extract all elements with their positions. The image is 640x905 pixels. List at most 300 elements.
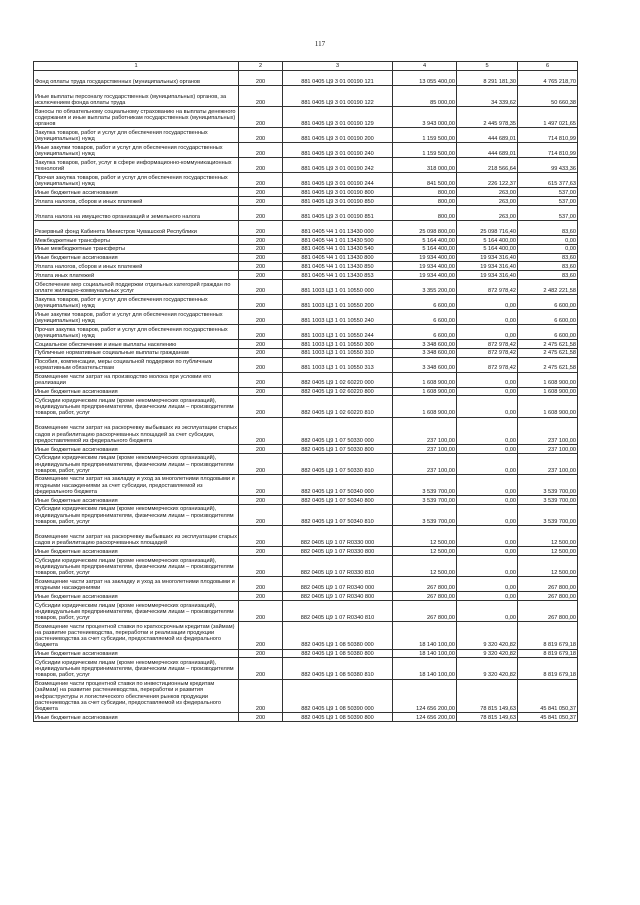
row-kbk-cell: 881 0405 Ч4 1 01 13430 000 [283,220,393,235]
budget-table [33,61,578,722]
row-code-cell: 200 [239,324,283,339]
row-rest-cell: 6 600,00 [518,324,578,339]
row-name-cell: Иные бюджетные ассигнования [34,387,239,396]
row-plan-cell: 5 164 400,00 [393,244,457,253]
row-kbk-cell: 882 0405 Ц9 1 07 50330 800 [283,444,393,453]
table-row [34,601,578,622]
row-code-cell: 200 [239,372,283,387]
row-code-cell: 200 [239,444,283,453]
row-exec-cell: 5 164 400,00 [457,244,518,253]
row-exec-cell: 444 689,01 [457,143,518,158]
row-code-cell: 200 [239,577,283,592]
row-exec-cell: 872 978,42 [457,357,518,372]
row-rest-cell: 3 539 700,00 [518,504,578,525]
row-name-cell: Иные закупки товаров, работ и услуг для обеспечения государственных (муниципальных) нужд [34,309,239,324]
row-exec-cell: 0,00 [457,496,518,505]
row-name-cell: Субсидии юридическим лицам (кроме некоммерческих организаций), индивидуальным предпринимателям, физическим лицам – производителям товаров, работ, услуг [34,658,239,679]
row-exec-cell: 0,00 [457,601,518,622]
row-plan-cell: 3 348 600,00 [393,348,457,357]
row-name-cell: Возмещение части процентной ставки по инвестиционным кредитам (займам) на развитие растениеводства, переработки и развития инфраструктуры и логистического обеспечения рынков продукции растениеводства за счет субсидии, предоставляемой из федерального бюджета [34,679,239,713]
row-rest-cell: 267 800,00 [518,601,578,622]
header-cell: 1 [34,62,239,71]
row-kbk-cell: 882 0405 Ц9 1 08 50380 800 [283,649,393,658]
row-exec-cell: 0,00 [457,309,518,324]
row-kbk-cell: 882 0405 Ц9 1 07 50340 000 [283,474,393,495]
row-rest-cell: 83,60 [518,262,578,271]
table-row [34,444,578,453]
row-rest-cell: 714 810,99 [518,128,578,143]
row-code-cell: 200 [239,504,283,525]
row-code-cell: 200 [239,592,283,601]
row-name-cell: Взносы по обязательному социальному страхованию на выплаты денежного содержания и иные выплаты работникам государственных (муниципальных) органов [34,107,239,128]
row-kbk-cell: 882 0405 Ц9 1 07 R0330 800 [283,547,393,556]
row-rest-cell: 267 800,00 [518,592,578,601]
row-rest-cell: 45 841 050,37 [518,713,578,722]
row-kbk-cell: 881 0405 Ч4 1 01 13430 500 [283,235,393,244]
row-plan-cell: 18 140 100,00 [393,622,457,649]
row-code-cell: 200 [239,244,283,253]
row-kbk-cell: 881 0405 Ч4 1 01 13430 853 [283,271,393,280]
row-name-cell: Возмещение части затрат на закладку и уход за многолетними плодовыми и ягодными насаждениями за счет субсидии, предоставляемой из федерального бюджета [34,474,239,495]
row-code-cell: 200 [239,86,283,107]
table-row [34,205,578,220]
row-plan-cell: 1 608 900,00 [393,372,457,387]
table-row [34,271,578,280]
row-kbk-cell: 881 0405 Ц9 3 01 00190 200 [283,128,393,143]
row-exec-cell: 0,00 [457,453,518,474]
row-kbk-cell: 882 0405 Ц9 1 02 60220 810 [283,396,393,417]
row-name-cell: Возмещение части процентной ставки по краткосрочным кредитам (займам) на развитие растениеводства, переработки и реализации продукции растениеводства за счет субсидии, предоставляемой из федерального бюджета [34,622,239,649]
table-row [34,107,578,128]
row-code-cell: 200 [239,526,283,547]
row-kbk-cell: 882 0405 Ц9 1 07 R0340 810 [283,601,393,622]
row-rest-cell: 537,00 [518,188,578,197]
row-kbk-cell: 881 0405 Ц9 3 01 00190 850 [283,197,393,206]
row-plan-cell: 85 000,00 [393,86,457,107]
row-kbk-cell: 881 1003 Ц3 1 01 10550 244 [283,324,393,339]
row-kbk-cell: 882 0405 Ц9 1 07 R0340 800 [283,592,393,601]
table-row [34,526,578,547]
row-name-cell: Межбюджетные трансферты [34,235,239,244]
row-code-cell: 200 [239,474,283,495]
row-exec-cell: 872 978,42 [457,279,518,294]
row-rest-cell: 8 819 679,18 [518,658,578,679]
row-name-cell: Иные бюджетные ассигнования [34,444,239,453]
row-plan-cell: 19 934 400,00 [393,271,457,280]
row-code-cell: 200 [239,271,283,280]
row-code-cell: 200 [239,279,283,294]
row-kbk-cell: 881 1003 Ц3 1 01 10550 313 [283,357,393,372]
row-name-cell: Возмещение части затрат на производство молока при условии его реализации [34,372,239,387]
row-kbk-cell: 881 1003 Ц3 1 01 10550 310 [283,348,393,357]
row-exec-cell: 78 815 149,63 [457,679,518,713]
row-code-cell: 200 [239,294,283,309]
table-row [34,577,578,592]
row-code-cell: 200 [239,339,283,348]
row-code-cell: 200 [239,188,283,197]
row-rest-cell: 12 500,00 [518,547,578,556]
table-row [34,197,578,206]
row-plan-cell: 1 608 900,00 [393,387,457,396]
row-name-cell: Субсидии юридическим лицам (кроме некоммерческих организаций), индивидуальным предпринимателям, физическим лицам – производителям товаров, работ, услуг [34,453,239,474]
row-exec-cell: 0,00 [457,372,518,387]
row-name-cell: Субсидии юридическим лицам (кроме некоммерческих организаций), индивидуальным предпринимателям, физическим лицам – производителям товаров, работ, услуг [34,601,239,622]
row-name-cell: Фонд оплаты труда государственных (муниципальных) органов [34,71,239,86]
row-exec-cell: 872 978,42 [457,339,518,348]
row-plan-cell: 19 934 400,00 [393,253,457,262]
header-cell: 3 [283,62,393,71]
row-rest-cell: 6 600,00 [518,309,578,324]
row-rest-cell: 83,60 [518,253,578,262]
row-plan-cell: 25 098 800,00 [393,220,457,235]
row-plan-cell: 318 000,00 [393,158,457,173]
table-row [34,348,578,357]
row-plan-cell: 3 943 000,00 [393,107,457,128]
row-exec-cell: 25 098 716,40 [457,220,518,235]
row-plan-cell: 12 500,00 [393,556,457,577]
row-code-cell: 200 [239,658,283,679]
header-cell: 4 [393,62,457,71]
row-name-cell: Иные бюджетные ассигнования [34,253,239,262]
row-rest-cell: 267 800,00 [518,577,578,592]
row-plan-cell: 18 140 100,00 [393,658,457,679]
row-exec-cell: 0,00 [457,547,518,556]
row-code-cell: 200 [239,253,283,262]
row-name-cell: Уплата иных платежей [34,271,239,280]
row-name-cell: Прочая закупка товаров, работ и услуг для обеспечения государственных (муниципальных) нужд [34,173,239,188]
row-plan-cell: 1 608 900,00 [393,396,457,417]
row-name-cell: Публичные нормативные социальные выплаты гражданам [34,348,239,357]
table-row [34,86,578,107]
row-exec-cell: 2 445 978,35 [457,107,518,128]
row-name-cell: Иные бюджетные ассигнования [34,592,239,601]
row-rest-cell: 1 497 021,65 [518,107,578,128]
table-row [34,279,578,294]
header-cell: 2 [239,62,283,71]
row-rest-cell: 2 482 221,58 [518,279,578,294]
row-kbk-cell: 882 0405 Ц9 1 08 50390 000 [283,679,393,713]
row-plan-cell: 841 500,00 [393,173,457,188]
row-exec-cell: 8 291 181,30 [457,71,518,86]
row-plan-cell: 1 159 500,00 [393,128,457,143]
row-plan-cell: 3 348 600,00 [393,339,457,348]
row-kbk-cell: 882 0405 Ц9 1 07 50340 810 [283,504,393,525]
row-plan-cell: 12 500,00 [393,526,457,547]
row-exec-cell: 5 164 400,00 [457,235,518,244]
table-row [34,592,578,601]
row-name-cell: Возмещение части затрат на раскорчевку выбывших из эксплуатации старых садов и реабилитацию раскорчеванных площадей за счет субсидии, предоставляемой из федерального бюджета [34,417,239,444]
row-name-cell: Закупка товаров, работ и услуг для обеспечения государственных (муниципальных) нужд [34,294,239,309]
row-kbk-cell: 882 0405 Ц9 1 07 50340 800 [283,496,393,505]
row-plan-cell: 12 500,00 [393,547,457,556]
page-number: 117 [314,40,326,48]
row-exec-cell: 218 566,64 [457,158,518,173]
table-row [34,309,578,324]
row-name-cell: Иные бюджетные ассигнования [34,713,239,722]
row-code-cell: 200 [239,417,283,444]
row-rest-cell: 537,00 [518,197,578,206]
table-row [34,173,578,188]
row-code-cell: 200 [239,158,283,173]
row-rest-cell: 4 765 218,70 [518,71,578,86]
row-rest-cell: 1 608 900,00 [518,396,578,417]
row-kbk-cell: 882 0405 Ц9 1 08 50380 810 [283,658,393,679]
row-rest-cell: 2 475 621,58 [518,357,578,372]
table-row [34,143,578,158]
row-rest-cell: 1 608 900,00 [518,372,578,387]
row-exec-cell: 78 815 149,63 [457,713,518,722]
row-plan-cell: 1 159 500,00 [393,143,457,158]
row-name-cell: Пособия, компенсации, меры социальной поддержки по публичным нормативным обязательствам [34,357,239,372]
row-exec-cell: 0,00 [457,526,518,547]
row-rest-cell: 12 500,00 [518,526,578,547]
row-exec-cell: 0,00 [457,387,518,396]
row-name-cell: Иные бюджетные ассигнования [34,188,239,197]
table-row [34,294,578,309]
table-row [34,253,578,262]
row-exec-cell: 263,00 [457,205,518,220]
row-exec-cell: 0,00 [457,444,518,453]
row-code-cell: 200 [239,348,283,357]
table-row [34,396,578,417]
row-name-cell: Закупка товаров, работ, услуг в сфере информационно-коммуникационных технологий [34,158,239,173]
row-rest-cell: 0,00 [518,244,578,253]
row-code-cell: 200 [239,601,283,622]
row-plan-cell: 800,00 [393,205,457,220]
row-kbk-cell: 881 1003 Ц3 1 01 10550 300 [283,339,393,348]
row-plan-cell: 237 100,00 [393,444,457,453]
row-exec-cell: 0,00 [457,417,518,444]
table-row [34,547,578,556]
table-row [34,622,578,649]
row-rest-cell: 714 810,99 [518,143,578,158]
row-exec-cell: 0,00 [457,592,518,601]
row-name-cell: Уплата налогов, сборов и иных платежей [34,197,239,206]
row-code-cell: 200 [239,71,283,86]
row-name-cell: Резервный фонд Кабинета Министров Чувашской Республики [34,220,239,235]
row-rest-cell: 1 608 900,00 [518,387,578,396]
row-kbk-cell: 881 1003 Ц3 1 01 10550 200 [283,294,393,309]
row-name-cell: Прочая закупка товаров, работ и услуг для обеспечения государственных (муниципальных) нужд [34,324,239,339]
row-rest-cell: 50 660,38 [518,86,578,107]
table-row [34,158,578,173]
row-code-cell: 200 [239,396,283,417]
table-row [34,188,578,197]
row-kbk-cell: 881 0405 Ч4 1 01 13430 540 [283,244,393,253]
row-exec-cell: 263,00 [457,197,518,206]
row-code-cell: 200 [239,622,283,649]
row-code-cell: 200 [239,262,283,271]
row-rest-cell: 537,00 [518,205,578,220]
row-rest-cell: 3 539 700,00 [518,496,578,505]
row-plan-cell: 800,00 [393,197,457,206]
row-kbk-cell: 881 0405 Ц9 3 01 00190 129 [283,107,393,128]
row-kbk-cell: 881 1003 Ц3 1 01 10550 000 [283,279,393,294]
row-rest-cell: 83,60 [518,271,578,280]
header-cell: 5 [457,62,518,71]
header-cell: 6 [518,62,578,71]
row-rest-cell: 3 539 700,00 [518,474,578,495]
table-row [34,324,578,339]
row-exec-cell: 0,00 [457,396,518,417]
table-row [34,658,578,679]
row-name-cell: Субсидии юридическим лицам (кроме некоммерческих организаций), индивидуальным предпринимателям, физическим лицам – производителям товаров, работ, услуг [34,396,239,417]
table-row [34,262,578,271]
row-exec-cell: 19 934 316,40 [457,271,518,280]
row-rest-cell: 615 377,63 [518,173,578,188]
row-plan-cell: 3 348 600,00 [393,357,457,372]
row-name-cell: Иные бюджетные ассигнования [34,649,239,658]
row-kbk-cell: 881 0405 Ц9 3 01 00190 851 [283,205,393,220]
row-rest-cell: 8 819 679,18 [518,622,578,649]
row-code-cell: 200 [239,547,283,556]
row-plan-cell: 800,00 [393,188,457,197]
row-rest-cell: 45 841 050,37 [518,679,578,713]
table-header-row [34,62,578,71]
table-row [34,474,578,495]
row-exec-cell: 19 934 316,40 [457,262,518,271]
table-row [34,453,578,474]
row-name-cell: Иные межбюджетные трансферты [34,244,239,253]
row-code-cell: 200 [239,235,283,244]
row-code-cell: 200 [239,205,283,220]
row-code-cell: 200 [239,173,283,188]
row-name-cell: Иные закупки товаров, работ и услуг для обеспечения государственных (муниципальных) нужд [34,143,239,158]
row-exec-cell: 0,00 [457,474,518,495]
row-exec-cell: 226 122,37 [457,173,518,188]
row-rest-cell: 237 100,00 [518,417,578,444]
row-kbk-cell: 881 0405 Ц9 3 01 00190 240 [283,143,393,158]
table-row [34,649,578,658]
table-row [34,679,578,713]
row-plan-cell: 18 140 100,00 [393,649,457,658]
row-code-cell: 200 [239,107,283,128]
row-exec-cell: 9 320 420,82 [457,622,518,649]
row-kbk-cell: 882 0405 Ц9 1 08 50390 800 [283,713,393,722]
row-plan-cell: 237 100,00 [393,417,457,444]
row-exec-cell: 0,00 [457,556,518,577]
row-plan-cell: 19 934 400,00 [393,262,457,271]
row-rest-cell: 8 819 679,18 [518,649,578,658]
row-code-cell: 200 [239,496,283,505]
row-kbk-cell: 882 0405 Ц9 1 02 60220 000 [283,372,393,387]
row-kbk-cell: 882 0405 Ц9 1 07 50330 810 [283,453,393,474]
row-plan-cell: 3 539 700,00 [393,496,457,505]
table-row [34,71,578,86]
row-plan-cell: 5 164 400,00 [393,235,457,244]
row-name-cell: Субсидии юридическим лицам (кроме некоммерческих организаций), индивидуальным предпринимателям, физическим лицам – производителям товаров, работ, услуг [34,504,239,525]
row-kbk-cell: 881 0405 Ч4 1 01 13430 850 [283,262,393,271]
table-row [34,128,578,143]
row-kbk-cell: 882 0405 Ц9 1 07 50330 000 [283,417,393,444]
row-kbk-cell: 881 0405 Ч4 1 01 13430 800 [283,253,393,262]
row-name-cell: Уплата налога на имущество организаций и земельного налога [34,205,239,220]
row-name-cell: Субсидии юридическим лицам (кроме некоммерческих организаций), индивидуальным предпринимателям, физическим лицам – производителям товаров, работ, услуг [34,556,239,577]
row-code-cell: 200 [239,309,283,324]
table-row [34,713,578,722]
table-row [34,372,578,387]
row-rest-cell: 2 475 621,58 [518,348,578,357]
row-name-cell: Возмещение части затрат на закладку и уход за многолетними плодовыми и ягодными насаждениями [34,577,239,592]
table-row [34,244,578,253]
row-plan-cell: 3 539 700,00 [393,474,457,495]
row-plan-cell: 3 355 200,00 [393,279,457,294]
row-code-cell: 200 [239,197,283,206]
row-code-cell: 200 [239,679,283,713]
row-plan-cell: 237 100,00 [393,453,457,474]
table-row [34,496,578,505]
row-plan-cell: 267 800,00 [393,577,457,592]
table-row [34,220,578,235]
row-kbk-cell: 882 0405 Ц9 1 07 R0330 810 [283,556,393,577]
row-code-cell: 200 [239,220,283,235]
row-kbk-cell: 882 0405 Ц9 1 02 60220 800 [283,387,393,396]
row-name-cell: Социальное обеспечение и иные выплаты населению [34,339,239,348]
table-row [34,556,578,577]
table-row [34,504,578,525]
row-exec-cell: 9 320 420,82 [457,658,518,679]
row-plan-cell: 13 055 400,00 [393,71,457,86]
row-name-cell: Иные бюджетные ассигнования [34,496,239,505]
table-row [34,417,578,444]
row-rest-cell: 2 475 621,58 [518,339,578,348]
row-code-cell: 200 [239,387,283,396]
row-code-cell: 200 [239,143,283,158]
row-kbk-cell: 882 0405 Ц9 1 07 R0330 000 [283,526,393,547]
table-row [34,387,578,396]
row-exec-cell: 0,00 [457,294,518,309]
row-name-cell: Уплата налогов, сборов и иных платежей [34,262,239,271]
row-kbk-cell: 881 0405 Ц9 3 01 00190 242 [283,158,393,173]
row-kbk-cell: 881 0405 Ц9 3 01 00190 122 [283,86,393,107]
row-name-cell: Закупка товаров, работ и услуг для обеспечения государственных (муниципальных) нужд [34,128,239,143]
row-exec-cell: 0,00 [457,577,518,592]
row-code-cell: 200 [239,556,283,577]
row-exec-cell: 9 320 420,82 [457,649,518,658]
row-rest-cell: 83,60 [518,220,578,235]
row-plan-cell: 6 600,00 [393,309,457,324]
row-code-cell: 200 [239,649,283,658]
row-rest-cell: 99 433,36 [518,158,578,173]
table-row [34,235,578,244]
row-exec-cell: 263,00 [457,188,518,197]
row-rest-cell: 0,00 [518,235,578,244]
row-kbk-cell: 881 0405 Ц9 3 01 00190 121 [283,71,393,86]
row-code-cell: 200 [239,128,283,143]
row-kbk-cell: 881 1003 Ц3 1 01 10550 240 [283,309,393,324]
row-name-cell: Обеспечение мер социальной поддержки отдельных категорий граждан по оплате жилищно-коммунальных услуг [34,279,239,294]
row-exec-cell: 444 689,01 [457,128,518,143]
row-kbk-cell: 881 0405 Ц9 3 01 00190 800 [283,188,393,197]
row-plan-cell: 124 656 200,00 [393,679,457,713]
row-plan-cell: 267 800,00 [393,592,457,601]
table-row [34,339,578,348]
row-name-cell: Иные бюджетные ассигнования [34,547,239,556]
row-code-cell: 200 [239,713,283,722]
row-kbk-cell: 882 0405 Ц9 1 08 50380 000 [283,622,393,649]
row-plan-cell: 6 600,00 [393,324,457,339]
row-code-cell: 200 [239,357,283,372]
row-kbk-cell: 882 0405 Ц9 1 07 R0340 000 [283,577,393,592]
row-exec-cell: 34 339,62 [457,86,518,107]
table-row [34,357,578,372]
row-exec-cell: 0,00 [457,504,518,525]
row-exec-cell: 0,00 [457,324,518,339]
row-plan-cell: 267 800,00 [393,601,457,622]
row-plan-cell: 3 539 700,00 [393,504,457,525]
row-exec-cell: 872 978,42 [457,348,518,357]
row-plan-cell: 124 656 200,00 [393,713,457,722]
